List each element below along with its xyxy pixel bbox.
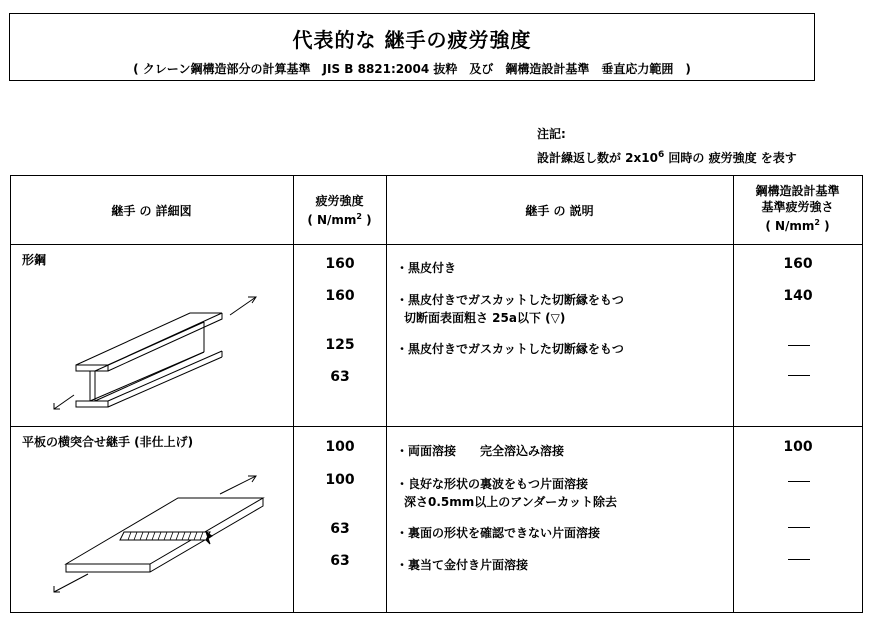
standard-value-none — [788, 375, 810, 376]
header-strength-line1: 疲労強度 — [315, 194, 364, 208]
page-subtitle: ( クレーン鋼構造部分の計算基準 JIS B 8821:2004 抜粋 及び 鋼構造設計基準 垂直応力範囲 ) — [133, 62, 691, 76]
joint-description: ・黒皮付きでガスカットした切断縁をもつ — [396, 293, 624, 307]
header-std-line3: ( $N/mm^2$ ) — [765, 218, 830, 233]
strength-value: 63 — [330, 553, 350, 569]
standard-value-none — [788, 527, 810, 528]
joint-description: ・裏面の形状を確認できない片面溶接 — [396, 526, 601, 540]
butt-weld-plate-figure — [48, 468, 268, 603]
strength-value: 63 — [330, 369, 350, 385]
header-description: 継手 の 説明 — [525, 204, 594, 218]
title-box — [9, 13, 815, 81]
standard-value: 140 — [783, 288, 813, 304]
standard-value: 160 — [783, 256, 813, 272]
strength-value: 63 — [330, 521, 350, 537]
strength-value: 125 — [325, 337, 355, 353]
standard-value: 100 — [783, 439, 813, 455]
header-detail: 継手 の 詳細図 — [111, 204, 192, 218]
joint-description-detail: 切断面表面粗さ 25a以下 (▽) — [404, 311, 566, 325]
page-title: 代表的な 継手の疲労強度 — [292, 28, 532, 52]
joint-description: ・裏当て金付き片面溶接 — [396, 558, 529, 572]
standard-value-none — [788, 559, 810, 560]
section-title-butt-joint: 平板の横突合せ継手 (非仕上げ) — [22, 435, 194, 449]
strength-value: 100 — [325, 472, 355, 488]
joint-description: ・両面溶接 完全溶込み溶接 — [396, 444, 565, 458]
header-strength — [293, 193, 386, 228]
note-heading: 注記: — [537, 127, 566, 141]
header-std-line1: 鋼構造設計基準 — [755, 184, 840, 198]
note-text — [537, 149, 797, 166]
i-beam-figure — [48, 285, 268, 420]
standard-value-none — [788, 345, 810, 346]
joint-description: ・黒皮付き — [396, 261, 457, 275]
header-standard — [733, 183, 862, 234]
strength-value: 100 — [325, 439, 355, 455]
standard-value-none — [788, 481, 810, 482]
joint-description: ・良好な形状の裏波をもつ片面溶接 — [396, 477, 589, 491]
note-text-after: 回時の 疲労強度 を表す — [664, 151, 797, 165]
section-title-shape-steel: 形鋼 — [22, 253, 47, 267]
note-exponent: 6 — [657, 150, 665, 160]
header-strength-line2: ( $N/mm^2$ ) — [307, 212, 372, 227]
note-text-before: 設計繰返し数が 2x10 — [537, 151, 658, 165]
header-std-line2: 基準疲労強さ — [761, 200, 834, 214]
strength-value: 160 — [325, 288, 355, 304]
joint-description-detail: 深さ0.5mm以上のアンダーカット除去 — [404, 495, 617, 509]
strength-value: 160 — [325, 256, 355, 272]
joint-description: ・黒皮付きでガスカットした切断縁をもつ — [396, 342, 624, 356]
